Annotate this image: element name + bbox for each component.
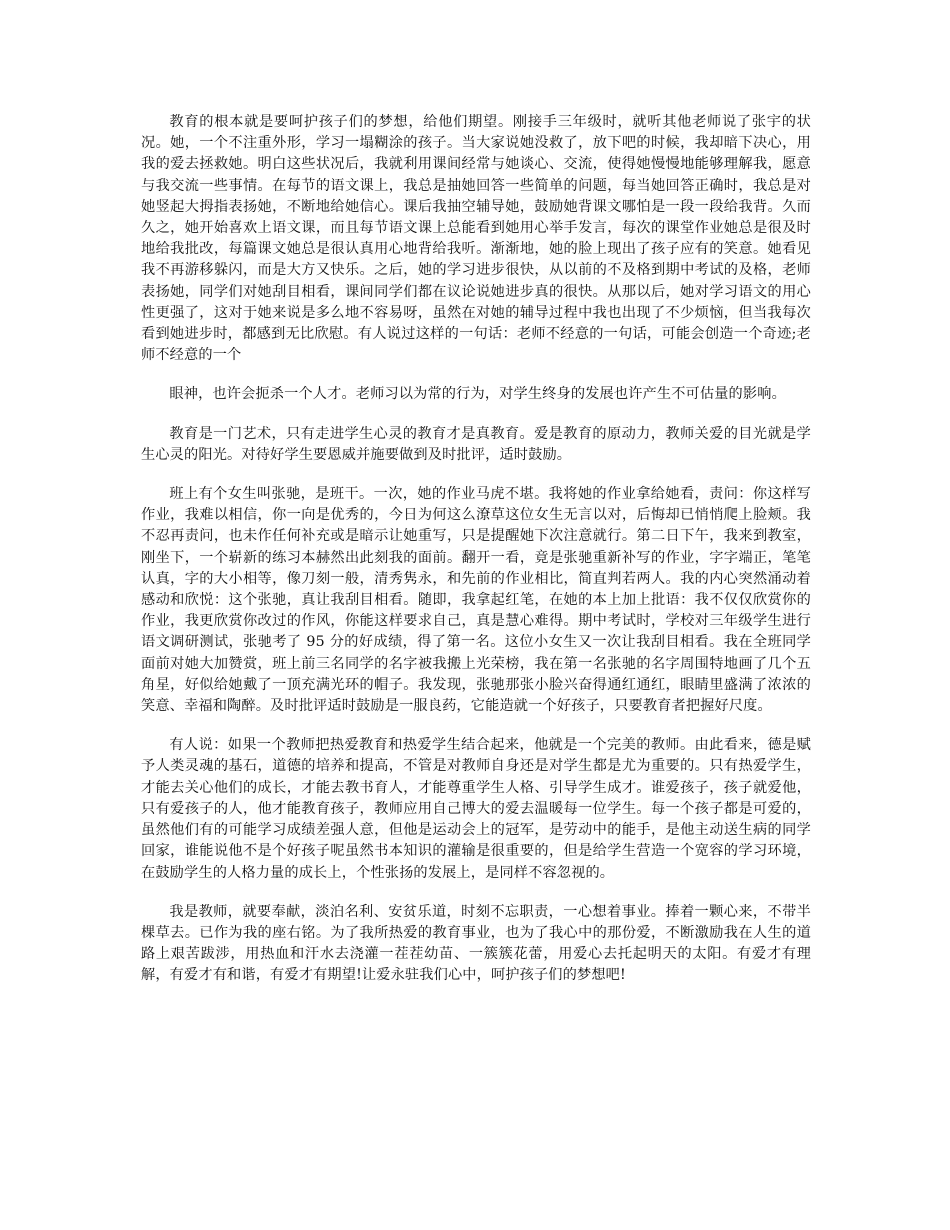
paragraph-gap bbox=[141, 884, 811, 902]
paragraph: 班上有个女生叫张驰，是班干。一次，她的作业马虎不堪。我将她的作业拿给她看，责问：你这样写作业，我难以相信，你一向是优秀的，今日为何这么潦草这位女生无言以对，后悔却已悄悄爬上脸颊。我不忍再责问，也未作任何补充或是暗示让她重写，只是提醒她下次注意就行。第二日下午，我来到教室，刚坐下，一个崭新的练习本赫然出此刻我的面前。翻开一看，竟是张驰重新补写的作业，字字端正，笔笔认真，字的大小相等，像刀刻一般，清秀隽永，和先前的作业相比，简直判若两人。我的内心突然涌动着感动和欣悦：这个张驰，真让我刮目相看。随即，我拿起红笔，在她的本上加上批语：我不仅仅欣赏你的作业，我更欣赏你改过的作风，你能这样要求自己，真是慧心难得。期中考试时，学校对三年级学生进行语文调研测试，张驰考了 95 分的好成绩，得了第一名。这位小女生又一次让我刮目相看。我在全班同学面前对她大加赞赏，班上前三名同学的名字被我搬上光荣榜，我在第一名张驰的名字周围特地画了几个五角星，好似给她戴了一顶充满光环的帽子。我发现，张驰那张小脸兴奋得通红通红，眼睛里盛满了浓浓的笑意、幸福和陶醉。及时批评适时鼓励是一服良药，它能造就一个好孩子，只要教育者把握好尺度。 bbox=[141, 486, 811, 715]
paragraph-gap bbox=[141, 466, 811, 484]
paragraph-gap bbox=[141, 717, 811, 735]
paragraph: 眼神，也许会扼杀一个人才。老师习以为常的行为，对学生终身的发展也许产生不可估量的影响。 bbox=[169, 386, 786, 403]
paragraph: 我是教师，就要奉献，淡泊名利、安贫乐道，时刻不忘职责，一心想着事业。捧着一颗心来，不带半棵草去。已作为我的座右铭。为了我所热爱的教育事业，也为了我心中的那份爱，不断激励我在人生的道路上艰苦跋涉，用热血和汗水去浇灌一茬茬幼苗、一簇簇花蕾，用爱心去托起明天的太阳。有爱才有理解，有爱才有和谐，有爱才有期望!让爱永驻我们心中，呵护孩子们的梦想吧! bbox=[141, 903, 811, 984]
document-page bbox=[141, 112, 811, 987]
paragraph: 教育是一门艺术，只有走进学生心灵的教育才是真教育。爱是教育的原动力，教师关爱的目光就是学生心灵的阳光。对待好学生要恩威并施要做到及时批评，适时鼓励。 bbox=[141, 425, 811, 463]
paragraph-gap bbox=[141, 406, 811, 424]
paragraph-gap bbox=[141, 366, 811, 384]
paragraph: 教育的根本就是要呵护孩子们的梦想，给他们期望。刚接手三年级时，就听其他老师说了张宇的状况。她，一个不注重外形，学习一塌糊涂的孩子。当大家说她没救了，放下吧的时候，我却暗下决心，用我的爱去拯救她。明白这些状况后，我就利用课间经常与她谈心、交流，使得她慢慢地能够理解我，愿意与我交流一些事情。在每节的语文课上，我总是抽她回答一些简单的问题，每当她回答正确时，我总是对她竖起大拇指表扬她，不断地给她信心。课后我抽空辅导她，鼓励她背课文哪怕是一段一段给我背。久而久之，她开始喜欢上语文课，而且每节语文课上总能看到她用心举手发言，每次的课堂作业她总是很及时地给我批改，每篇课文她总是很认真用心地背给我听。渐渐地，她的脸上现出了孩子应有的笑意。她看见我不再游移躲闪，而是大方又快乐。之后，她的学习进步很快，从以前的不及格到期中考试的及格，老师表扬她，同学们对她刮目相看，课间同学们都在议论说她进步真的很快。从那以后，她对学习语文的用心性更强了，这对于她来说是多么地不容易呀，虽然在对她的辅导过程中我也出现了不少烦恼，但当我每次看到她进步时，都感到无比欣慰。有人说过这样的一句话：老师不经意的一句话，可能会创造一个奇迹;老师不经意的一个 bbox=[141, 114, 811, 364]
paragraph: 有人说：如果一个教师把热爱教育和热爱学生结合起来，他就是一个完美的教师。由此看来，德是赋予人类灵魂的基石，道德的培养和提高，不管是对教师自身还是对学生都是尤为重要的。只有热爱学生，才能去关心他们的成长，才能去教书育人，才能尊重学生人格、引导学生成才。谁爱孩子，孩子就爱他，只有爱孩子的人，他才能教育孩子，教师应用自己博大的爱去温暖每一位学生。每一个孩子都是可爱的，虽然他们有的可能学习成绩差强人意，但他是运动会上的冠军，是劳动中的能手，是他主动送生病的同学回家，谁能说他不是个好孩子呢虽然书本知识的灌输是很重要的，但是给学生营造一个宽容的学习环境，在鼓励学生的人格力量的成长上，个性张扬的发展上，是同样不容忽视的。 bbox=[141, 737, 811, 881]
